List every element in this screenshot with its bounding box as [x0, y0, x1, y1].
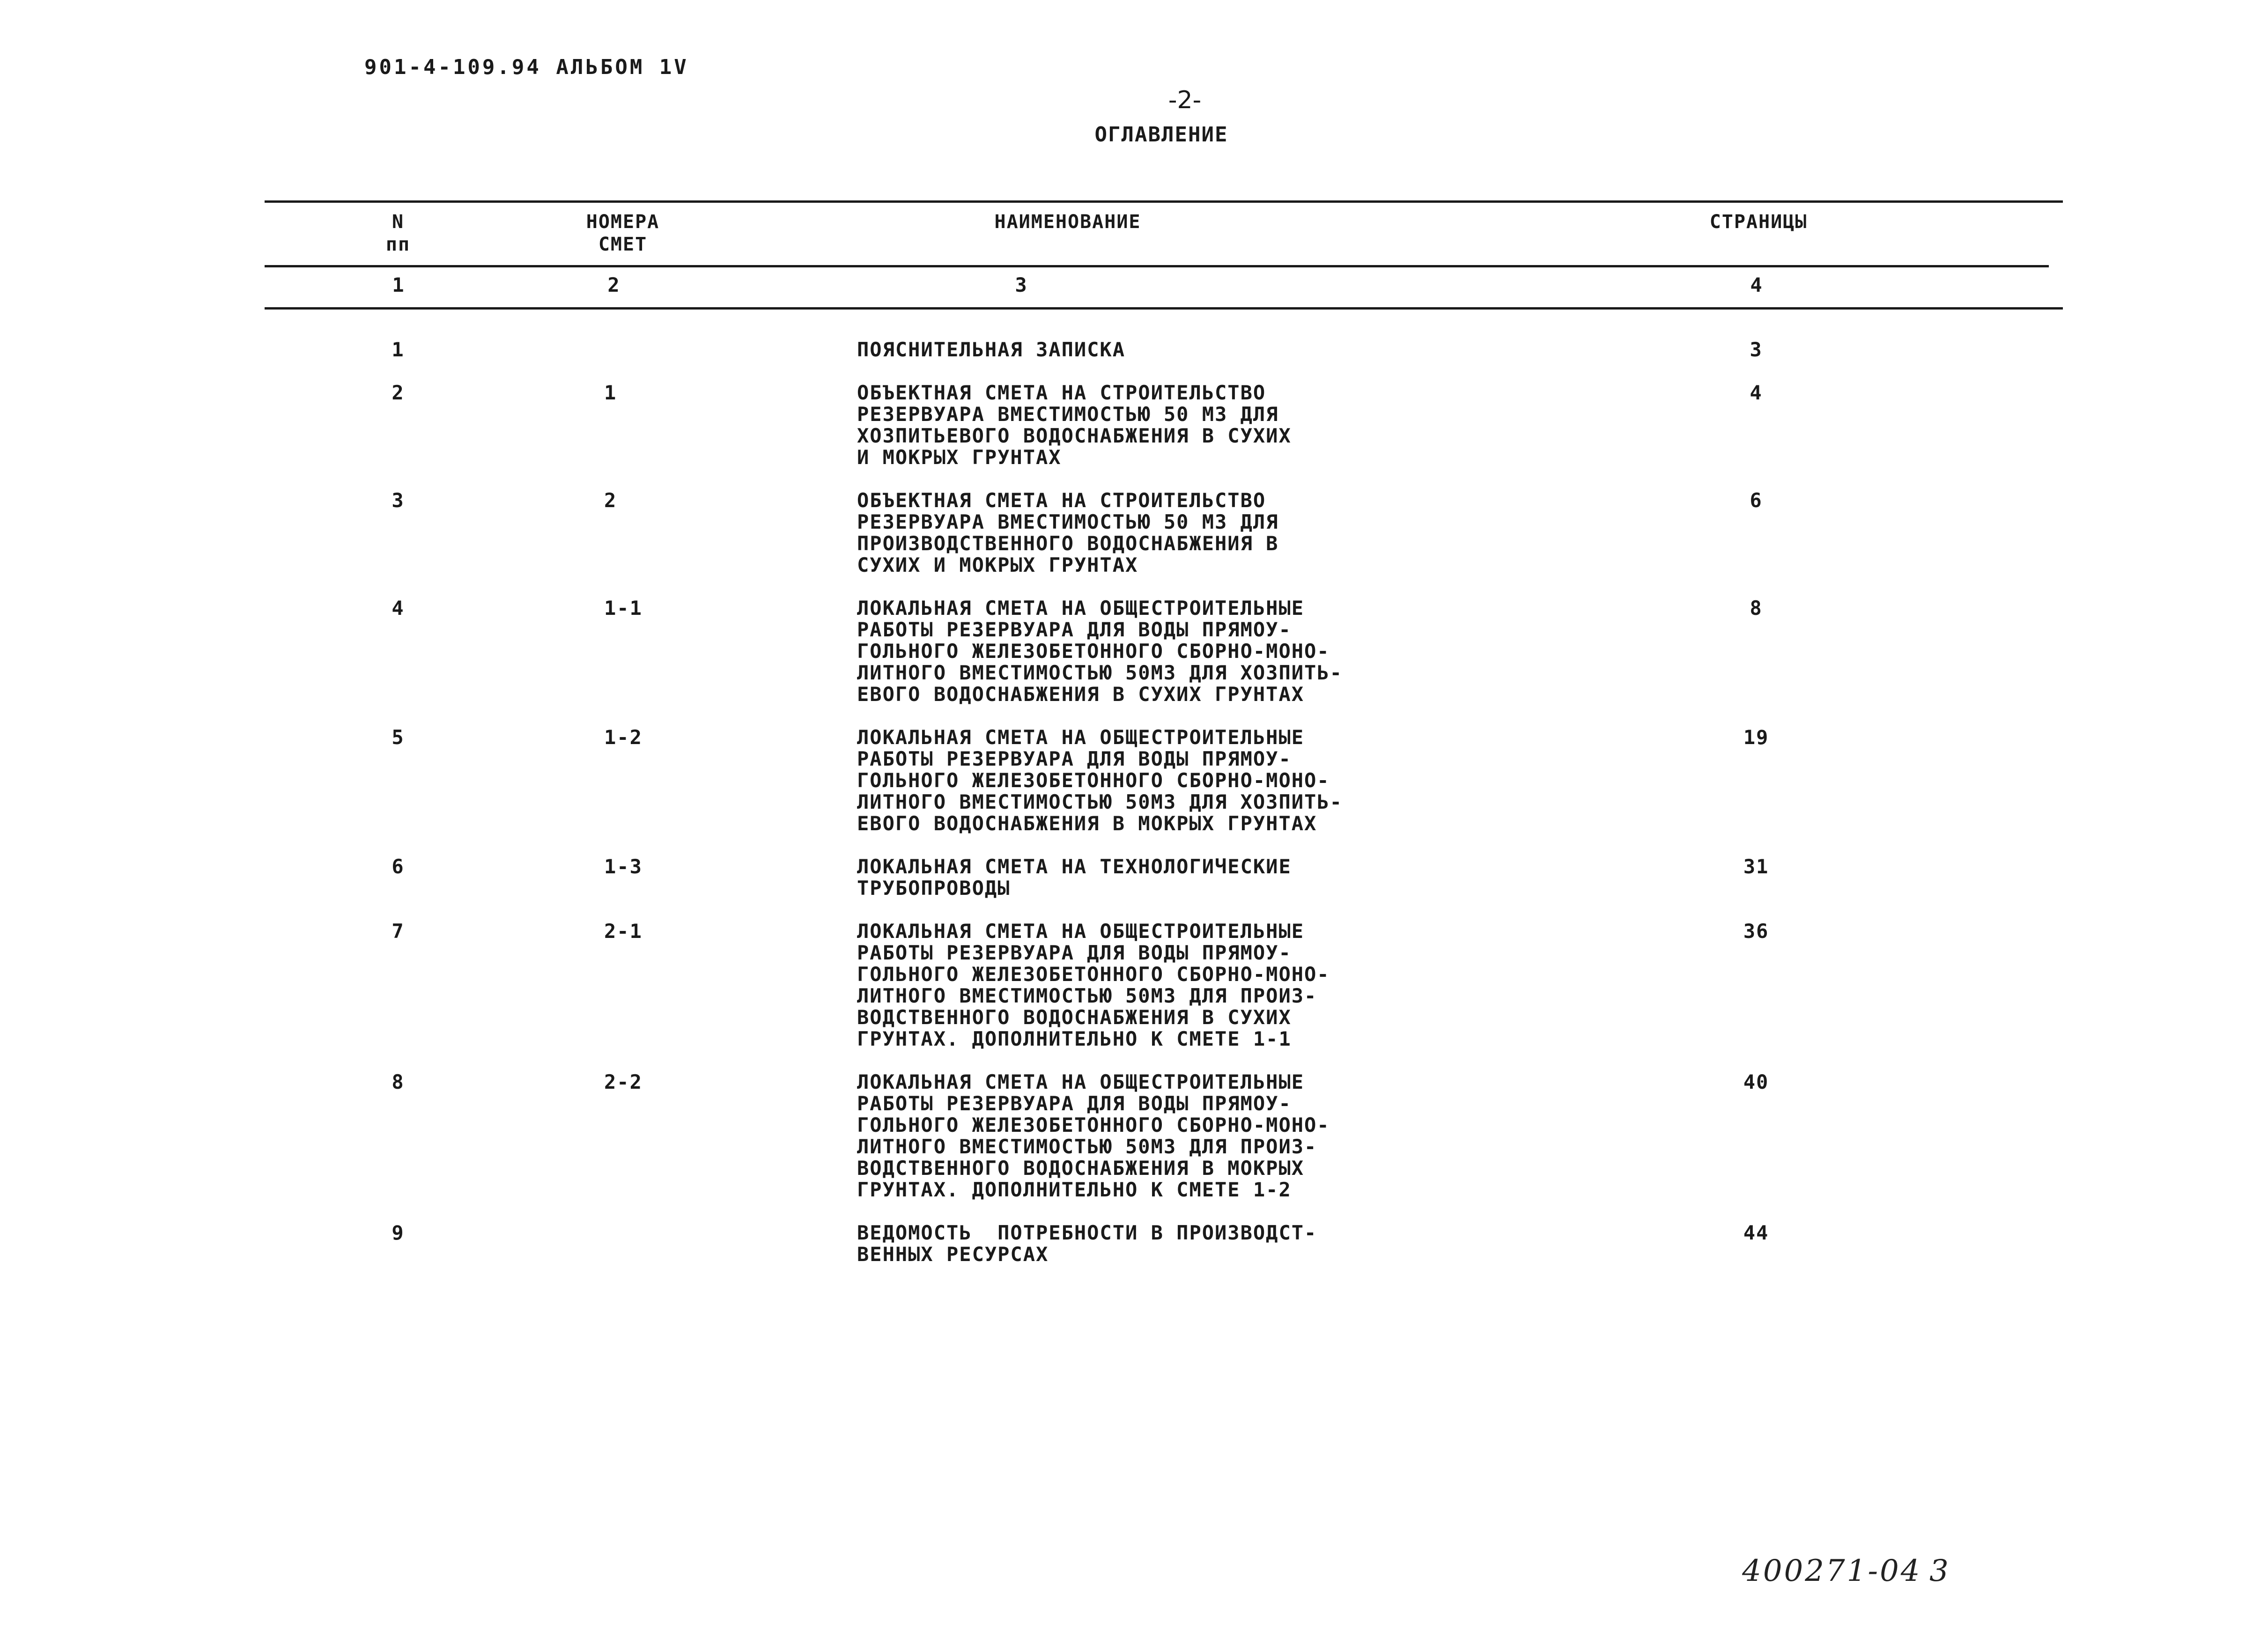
row-number: 5	[392, 726, 405, 749]
entry-name-line: ВЕДОМОСТЬ ПОТРЕБНОСТИ В ПРОИЗВОДСТ-	[857, 1221, 1317, 1244]
handwritten-code: 400271-04	[1742, 1554, 1922, 1588]
entry-name	[857, 598, 1343, 705]
header-col-name: НАИМЕНОВАНИЕ	[994, 211, 1141, 233]
entry-name	[857, 339, 1125, 361]
entry-name-line: РЕЗЕРВУАРА ВМЕСТИМОСТЬЮ 50 М3 ДЛЯ	[857, 510, 1279, 533]
entry-name	[857, 921, 1330, 1050]
entry-name	[857, 1222, 1317, 1265]
row-number: 7	[392, 920, 405, 943]
entry-name-line: ГОЛЬНОГО ЖЕЛЕЗОБЕТОННОГО СБОРНО-МОНО-	[857, 963, 1330, 986]
col-index-4: 4	[1750, 273, 1762, 296]
entry-name-line: И МОКРЫХ ГРУНТАХ	[857, 446, 1062, 469]
entry-name-line: ЛИТНОГО ВМЕСТИМОСТЬЮ 50М3 ДЛЯ ХОЗПИТЬ-	[857, 790, 1343, 813]
entry-page: 44	[1743, 1221, 1769, 1244]
entry-name-line: ЛОКАЛЬНАЯ СМЕТА НА ОБЩЕСТРОИТЕЛЬНЫЕ	[857, 726, 1305, 749]
col-index-1: 1	[392, 273, 404, 296]
column-index-rule	[265, 307, 2063, 310]
row-number: 2	[392, 381, 405, 404]
entry-name-line: ЛИТНОГО ВМЕСТИМОСТЬЮ 50М3 ДЛЯ ПРОИЗ-	[857, 984, 1317, 1007]
entry-name-line: ЕВОГО ВОДОСНАБЖЕНИЯ В МОКРЫХ ГРУНТАХ	[857, 812, 1317, 835]
estimate-number: 1-2	[604, 726, 643, 749]
row-number: 3	[392, 489, 405, 512]
entry-page: 8	[1750, 597, 1763, 620]
entry-name-line: ВЕННЫХ РЕСУРСАХ	[857, 1243, 1049, 1266]
entry-name-line: ПОЯСНИТЕЛЬНАЯ ЗАПИСКА	[857, 338, 1126, 361]
entry-name-line: ХОЗПИТЬЕВОГО ВОДОСНАБЖЕНИЯ В СУХИХ	[857, 424, 1292, 447]
header-col-pages: СТРАНИЦЫ	[1709, 211, 1808, 233]
estimate-number: 2	[604, 489, 617, 512]
entry-name-line: ОБЪЕКТНАЯ СМЕТА НА СТРОИТЕЛЬСТВО	[857, 489, 1266, 512]
handwritten-page-number: 3	[1929, 1554, 1949, 1588]
estimate-number: 1-3	[604, 855, 643, 878]
header-col-smeta: НОМЕРА СМЕТ	[586, 211, 660, 255]
entry-name-line: РАБОТЫ РЕЗЕРВУАРА ДЛЯ ВОДЫ ПРЯМОУ-	[857, 747, 1292, 770]
estimate-number: 1-1	[604, 597, 643, 620]
estimate-number: 2-2	[604, 1070, 643, 1093]
entry-name-line: ГРУНТАХ. ДОПОЛНИТЕЛЬНО К СМЕТЕ 1-1	[857, 1027, 1292, 1050]
document-code: 901-4-109.94 АЛЬБОМ 1V	[364, 55, 689, 79]
row-number: 9	[392, 1221, 405, 1244]
entry-name-line: СУХИХ И МОКРЫХ ГРУНТАХ	[857, 553, 1138, 576]
entry-name-line: РАБОТЫ РЕЗЕРВУАРА ДЛЯ ВОДЫ ПРЯМОУ-	[857, 618, 1292, 641]
row-number: 8	[392, 1070, 405, 1093]
col-index-3: 3	[1015, 273, 1027, 296]
entry-name	[857, 727, 1343, 834]
entry-page: 40	[1743, 1070, 1769, 1093]
header-rule	[265, 265, 2049, 267]
entry-name-line: ВОДСТВЕННОГО ВОДОСНАБЖЕНИЯ В МОКРЫХ	[857, 1157, 1305, 1180]
entry-name-line: ЛИТНОГО ВМЕСТИМОСТЬЮ 50М3 ДЛЯ ПРОИЗ-	[857, 1135, 1317, 1158]
entry-name-line: ПРОИЗВОДСТВЕННОГО ВОДОСНАБЖЕНИЯ В	[857, 532, 1279, 555]
entry-name-line: ГОЛЬНОГО ЖЕЛЕЗОБЕТОННОГО СБОРНО-МОНО-	[857, 769, 1330, 792]
entry-page: 6	[1750, 489, 1763, 512]
entry-name	[857, 382, 1292, 468]
entry-name-line: ЛОКАЛЬНАЯ СМЕТА НА ТЕХНОЛОГИЧЕСКИЕ	[857, 855, 1292, 878]
entry-name-line: ГОЛЬНОГО ЖЕЛЕЗОБЕТОННОГО СБОРНО-МОНО-	[857, 640, 1330, 663]
entry-name-line: ГОЛЬНОГО ЖЕЛЕЗОБЕТОННОГО СБОРНО-МОНО-	[857, 1114, 1330, 1136]
entry-page: 36	[1743, 920, 1769, 943]
row-number: 6	[392, 855, 405, 878]
entry-name-line: ЛОКАЛЬНАЯ СМЕТА НА ОБЩЕСТРОИТЕЛЬНЫЕ	[857, 597, 1305, 620]
entry-name-line: ЕВОГО ВОДОСНАБЖЕНИЯ В СУХИХ ГРУНТАХ	[857, 683, 1305, 706]
entry-name	[857, 490, 1278, 576]
estimate-number: 2-1	[604, 920, 643, 943]
entry-name-line: РАБОТЫ РЕЗЕРВУАРА ДЛЯ ВОДЫ ПРЯМОУ-	[857, 1092, 1292, 1115]
entry-name-line: ТРУБОПРОВОДЫ	[857, 877, 1011, 900]
row-number: 4	[392, 597, 405, 620]
entry-name	[857, 1071, 1330, 1201]
entry-name-line: РЕЗЕРВУАРА ВМЕСТИМОСТЬЮ 50 М3 ДЛЯ	[857, 403, 1279, 426]
entry-name-line: ЛИТНОГО ВМЕСТИМОСТЬЮ 50М3 ДЛЯ ХОЗПИТЬ-	[857, 661, 1343, 684]
entry-page: 3	[1750, 338, 1763, 361]
entry-name-line: ОБЪЕКТНАЯ СМЕТА НА СТРОИТЕЛЬСТВО	[857, 381, 1266, 404]
row-number: 1	[392, 338, 405, 361]
table-top-rule	[265, 200, 2063, 203]
page-number: -2-	[1168, 86, 1202, 114]
entry-name-line: РАБОТЫ РЕЗЕРВУАРА ДЛЯ ВОДЫ ПРЯМОУ-	[857, 941, 1292, 964]
page-title: ОГЛАВЛЕНИЕ	[1094, 123, 1228, 147]
entry-name	[857, 856, 1292, 899]
estimate-number: 1	[604, 381, 617, 404]
entry-name-line: ВОДСТВЕННОГО ВОДОСНАБЖЕНИЯ В СУХИХ	[857, 1006, 1292, 1029]
entry-name-line: ГРУНТАХ. ДОПОЛНИТЕЛЬНО К СМЕТЕ 1-2	[857, 1178, 1292, 1201]
entry-page: 19	[1743, 726, 1769, 749]
entry-page: 4	[1750, 381, 1763, 404]
entry-name-line: ЛОКАЛЬНАЯ СМЕТА НА ОБЩЕСТРОИТЕЛЬНЫЕ	[857, 920, 1305, 943]
header-col-n: N пп	[385, 211, 411, 255]
col-index-2: 2	[607, 273, 620, 296]
entry-name-line: ЛОКАЛЬНАЯ СМЕТА НА ОБЩЕСТРОИТЕЛЬНЫЕ	[857, 1070, 1305, 1093]
entry-page: 31	[1743, 855, 1769, 878]
